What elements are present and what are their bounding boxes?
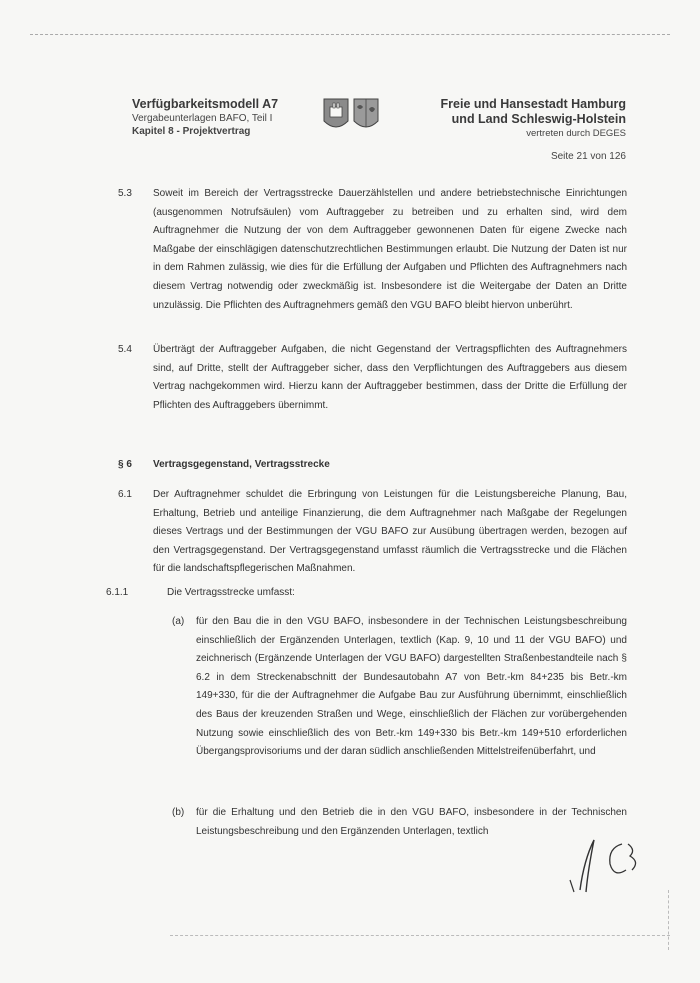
list-item-a-label: (a) [172,616,185,627]
header-chapter: Kapitel 8 - Projektvertrag [132,126,251,137]
section-heading-number: § 6 [118,459,132,470]
list-item-b-text: für die Erhaltung und den Betrieb die in den VGU BAFO, insbesondere in der Technischen Leistungsbeschreibung und den Ergänzenden Unterlagen, textlich [196,807,627,837]
header-represented-by: vertreten durch DEGES [526,128,626,139]
header-left [132,97,312,138]
page-number: Seite 21 von 126 [550,151,626,162]
signature-icon [560,830,650,900]
section-number-6-1: 6.1 [118,489,132,500]
header-model-title: Verfügbarkeitsmodell A7 [132,97,279,111]
scan-edge-top [30,34,670,35]
section-text-5-3: Soweit im Bereich der Vertragsstrecke Dauerzählstellen und andere betriebstechnische Einrichtungen (ausgenommen Notrufsäulen) vom Auftraggeber zu betreiben und zu erhalten sind, wird dem Auftragnehmer die Nutzung der von dem Auftraggeber gewonnenen Daten für eigene Zwecke nach Maßgabe der einschlägigen datenschutzrechtlichen Bestimmungen erlaubt. Die Nutzung der Daten ist nur in dem Rahmen zulässig, wie dies für die Erfüllung der Aufgaben und Pflichten des Auftragnehmers nach diesem Vertrag notwendig oder zweckmäßig ist. Insbesondere ist die Weitergabe der Daten an Dritte unzulässig. Die Pflichten des Auftragnehmers gemäß den VGU BAFO bleibt hiervon unberührt. [153,188,627,311]
section-text-6-1: Der Auftragnehmer schuldet die Erbringung von Leistungen für die Leistungsbereiche Planung, Bau, Erhaltung, Betrieb und anteilige Finanzierung, die dem Auftragnehmer nach Maßgabe der Regelungen dieses Vertrags und der Bestimmungen der VGU BAFO zur Ausübung übertragen werden, bezogen auf den Vertragsgegenstand. Der Vertragsgegenstand umfasst räumlich die Vertragsstrecke und die Flächen für die landschaftspflegerischen Maßnahmen. [153,489,627,575]
scan-edge-right [668,890,669,950]
section-number-5-4: 5.4 [118,344,132,355]
section-text-6-1-1: Die Vertragsstrecke umfasst: [167,587,295,598]
scan-edge-bottom [170,935,670,936]
section-number-6-1-1: 6.1.1 [106,587,129,598]
header-right [380,97,626,140]
header-authority-2: und Land Schleswig-Holstein [451,112,626,126]
header-authority-1: Freie und Hansestadt Hamburg [440,97,626,111]
section-number-5-3: 5.3 [118,188,132,199]
list-item-b-label: (b) [172,807,185,818]
list-item-a-text: für den Bau die in den VGU BAFO, insbesondere in der Technischen Leistungsbeschreibung einschließlich der Ergänzenden Unterlagen, textlich (Kap. 9, 10 und 11 der VGU BAFO) und zeichnerisch (Ergänzende Unterlagen der VGU BAFO) dargestellten Straßenbestandteile nach § 6.2 in dem Streckenabschnitt der Bundesautobahn A7 von Betr.-km 84+235 bis Betr.-km 149+330, für die der Auftragnehmer die Aufgabe Bau zur Ausführung übernimmt, einschließlich des Baus der kreuzenden Straßen und Wege, einschließlich der Flächen zur vorübergehenden Nutzung sowie einschließlich des von Betr.-km 149+330 bis Betr.-km 149+510 erforderlichen Übergangsprovisoriums und der daran südlich anschließenden Mittelstreifenüberfahrt, und [196,616,627,758]
section-heading-title: Vertragsgegenstand, Vertragsstrecke [153,459,330,470]
section-text-5-4: Überträgt der Auftraggeber Aufgaben, die nicht Gegenstand der Vertragspflichten des Auftragnehmers sind, auf Dritte, stellt der Auftraggeber sicher, dass den Verpflichtungen des Auftraggebers aus diesem Vertrag nachgekommen wird. Hierzu kann der Auftraggeber bestimmen, dass der Dritte die Erfüllung der Pflichten des Auftraggebers übernimmt. [153,344,627,411]
header-tender-docs: Vergabeunterlagen BAFO, Teil I [132,113,273,124]
coat-of-arms-icon [322,97,380,135]
